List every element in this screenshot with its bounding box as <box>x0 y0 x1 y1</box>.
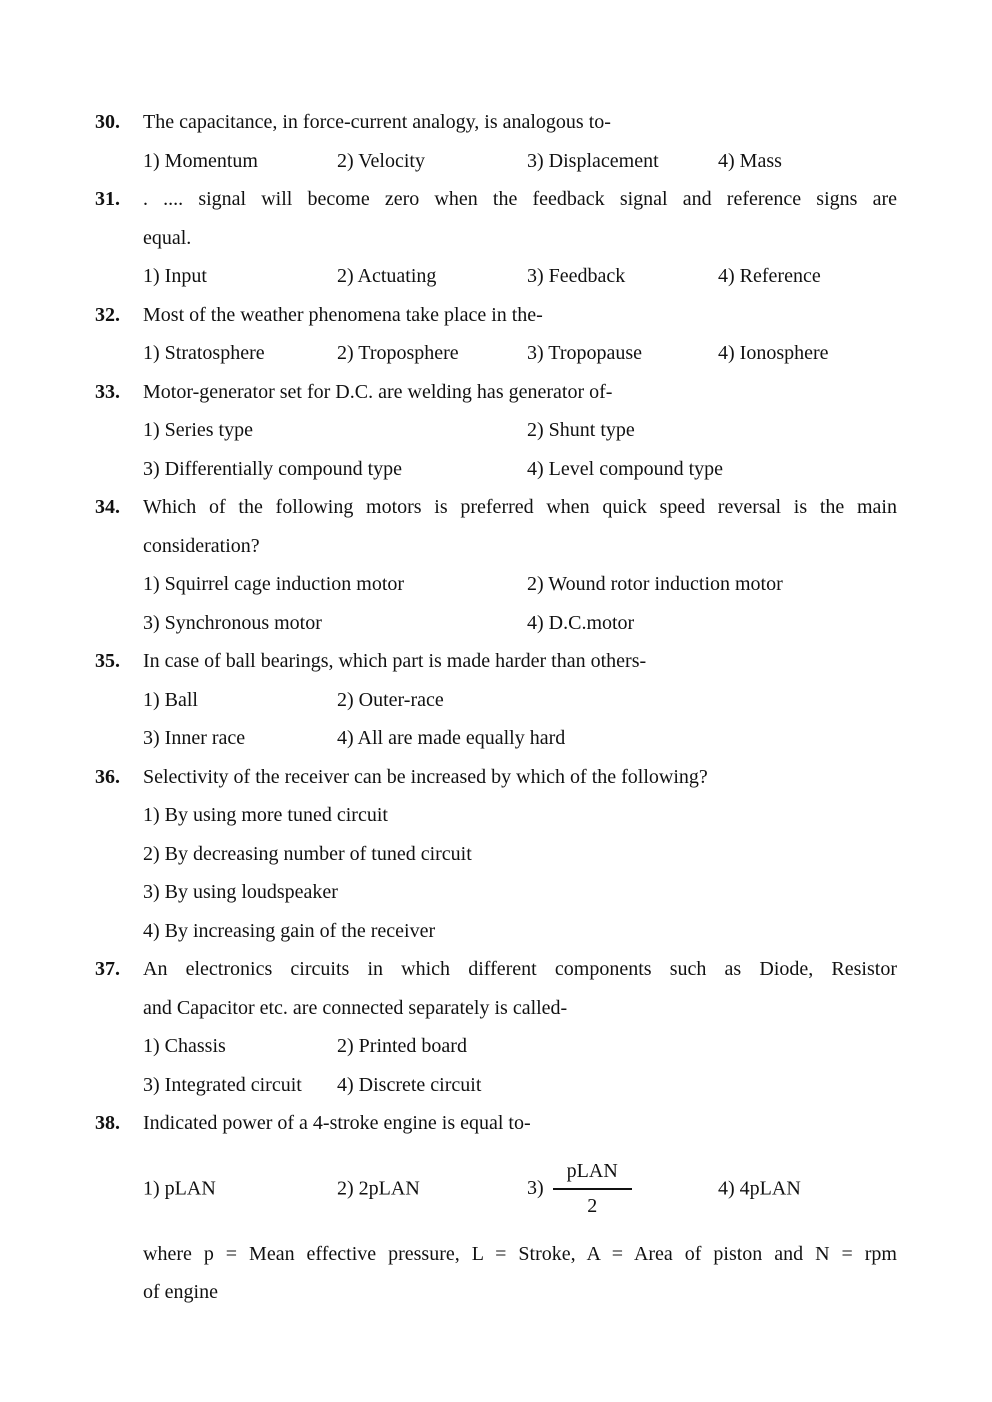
question-text-line: An electronics circuits in which different components such as Diode, Resistor <box>143 958 897 980</box>
question-body <box>143 488 897 642</box>
question-number: 32. <box>95 303 120 326</box>
option: 2) By decreasing number of tuned circuit <box>143 842 472 865</box>
note-line: of engine <box>143 1281 218 1303</box>
fraction-prefix: 3) <box>527 1177 544 1199</box>
option: 2) Wound rotor induction motor <box>527 573 783 595</box>
question-number: 30. <box>95 111 120 133</box>
option-row <box>143 334 897 373</box>
option-fraction <box>527 1160 632 1218</box>
question-text-line: Indicated power of a 4-stroke engine is equal to- <box>143 1112 531 1134</box>
question-31 <box>95 180 897 296</box>
option-row <box>143 450 897 489</box>
question-38 <box>95 1104 897 1312</box>
question-text-line: . .... signal will become zero when the feedback signal and reference signs are <box>143 188 897 210</box>
question-30 <box>95 103 897 180</box>
question-body <box>143 180 897 296</box>
question-body <box>143 296 897 373</box>
option: 3) Differentially compound type <box>143 457 403 480</box>
option: 1) Chassis <box>143 1035 226 1057</box>
question-36 <box>95 758 897 951</box>
option: 3) Tropopause <box>527 342 643 364</box>
questions <box>95 103 897 1312</box>
question-body <box>143 642 897 758</box>
question-text-line: and Capacitor etc. are connected separately is called- <box>143 996 568 1019</box>
option-row <box>143 604 897 643</box>
option: 4) Mass <box>718 149 782 172</box>
fraction-numerator: pLAN <box>566 1159 618 1182</box>
option: 1) Stratosphere <box>143 342 265 364</box>
question-body <box>143 1104 897 1312</box>
question-text-line: Most of the weather phenomena take place in the- <box>143 303 543 326</box>
question-number: 37. <box>95 958 120 980</box>
option: 1) Series type <box>143 419 253 441</box>
option: 2) Troposphere <box>337 342 459 364</box>
question-body <box>143 373 897 489</box>
question-text-line: The capacitance, in force-current analogy, is analogous to- <box>143 111 611 133</box>
question-body <box>143 950 897 1104</box>
option: 4) D.C.motor <box>527 611 635 634</box>
question-number: 34. <box>95 496 120 518</box>
option: 1) pLAN <box>143 1177 216 1199</box>
option: 3) Integrated circuit <box>143 1073 302 1096</box>
option-row <box>143 257 897 296</box>
option-row <box>143 565 897 604</box>
option: 4) Discrete circuit <box>337 1073 482 1096</box>
option: 3) Synchronous motor <box>143 611 322 634</box>
option: 2) Shunt type <box>527 419 635 441</box>
question-number: 38. <box>95 1112 120 1134</box>
question-number: 33. <box>95 380 120 403</box>
option: 4) Ionosphere <box>718 342 829 364</box>
option-row <box>143 835 897 874</box>
question-text-line: Motor-generator set for D.C. are welding has generator of- <box>143 380 613 403</box>
question-33 <box>95 373 897 489</box>
question-35 <box>95 642 897 758</box>
option: 1) By using more tuned circuit <box>143 804 388 826</box>
question-37 <box>95 950 897 1104</box>
option-row <box>143 873 897 912</box>
fraction-denominator: 2 <box>587 1194 598 1217</box>
option: 1) Momentum <box>143 149 258 172</box>
option-row <box>143 681 897 720</box>
note-line: where p = Mean effective pressure, L = Stroke, A = Area of piston and N = rpm <box>143 1242 897 1265</box>
option-row <box>143 1066 897 1105</box>
option: 2) Outer-race <box>337 688 444 711</box>
fraction <box>553 1160 632 1218</box>
option-row <box>143 142 897 181</box>
option: 2) Velocity <box>337 149 425 172</box>
option: 4) Reference <box>718 265 821 287</box>
option: 2) 2pLAN <box>337 1177 420 1199</box>
option-row <box>143 796 897 835</box>
question-32 <box>95 296 897 373</box>
question-body <box>143 758 897 951</box>
option: 4) All are made equally hard <box>337 727 566 749</box>
question-text-line: equal. <box>143 226 192 249</box>
option-row <box>143 719 897 758</box>
option: 1) Input <box>143 265 207 287</box>
option: 3) Displacement <box>527 149 659 172</box>
option: 1) Ball <box>143 688 198 711</box>
question-text-line: consideration? <box>143 534 260 557</box>
option: 1) Squirrel cage induction motor <box>143 573 405 595</box>
question-body <box>143 103 897 180</box>
question-text-line: In case of ball bearings, which part is made harder than others- <box>143 650 647 672</box>
option-row <box>143 411 897 450</box>
question-number: 35. <box>95 650 120 672</box>
option: 2) Actuating <box>337 265 437 287</box>
question-number: 31. <box>95 188 120 210</box>
option-row <box>143 1027 897 1066</box>
question-number: 36. <box>95 765 120 788</box>
option: 2) Printed board <box>337 1035 467 1057</box>
option: 3) Feedback <box>527 265 626 287</box>
question-text-line: Selectivity of the receiver can be increased by which of the following? <box>143 765 708 788</box>
option-row <box>143 1143 897 1235</box>
option: 3) By using loudspeaker <box>143 881 338 903</box>
option: 4) 4pLAN <box>718 1177 801 1199</box>
option: 3) Inner race <box>143 727 246 749</box>
option-row <box>143 912 897 951</box>
question-34 <box>95 488 897 642</box>
option: 4) Level compound type <box>527 457 724 480</box>
option: 4) By increasing gain of the receiver <box>143 919 436 942</box>
question-text-line: Which of the following motors is preferred when quick speed reversal is the main <box>143 496 897 518</box>
